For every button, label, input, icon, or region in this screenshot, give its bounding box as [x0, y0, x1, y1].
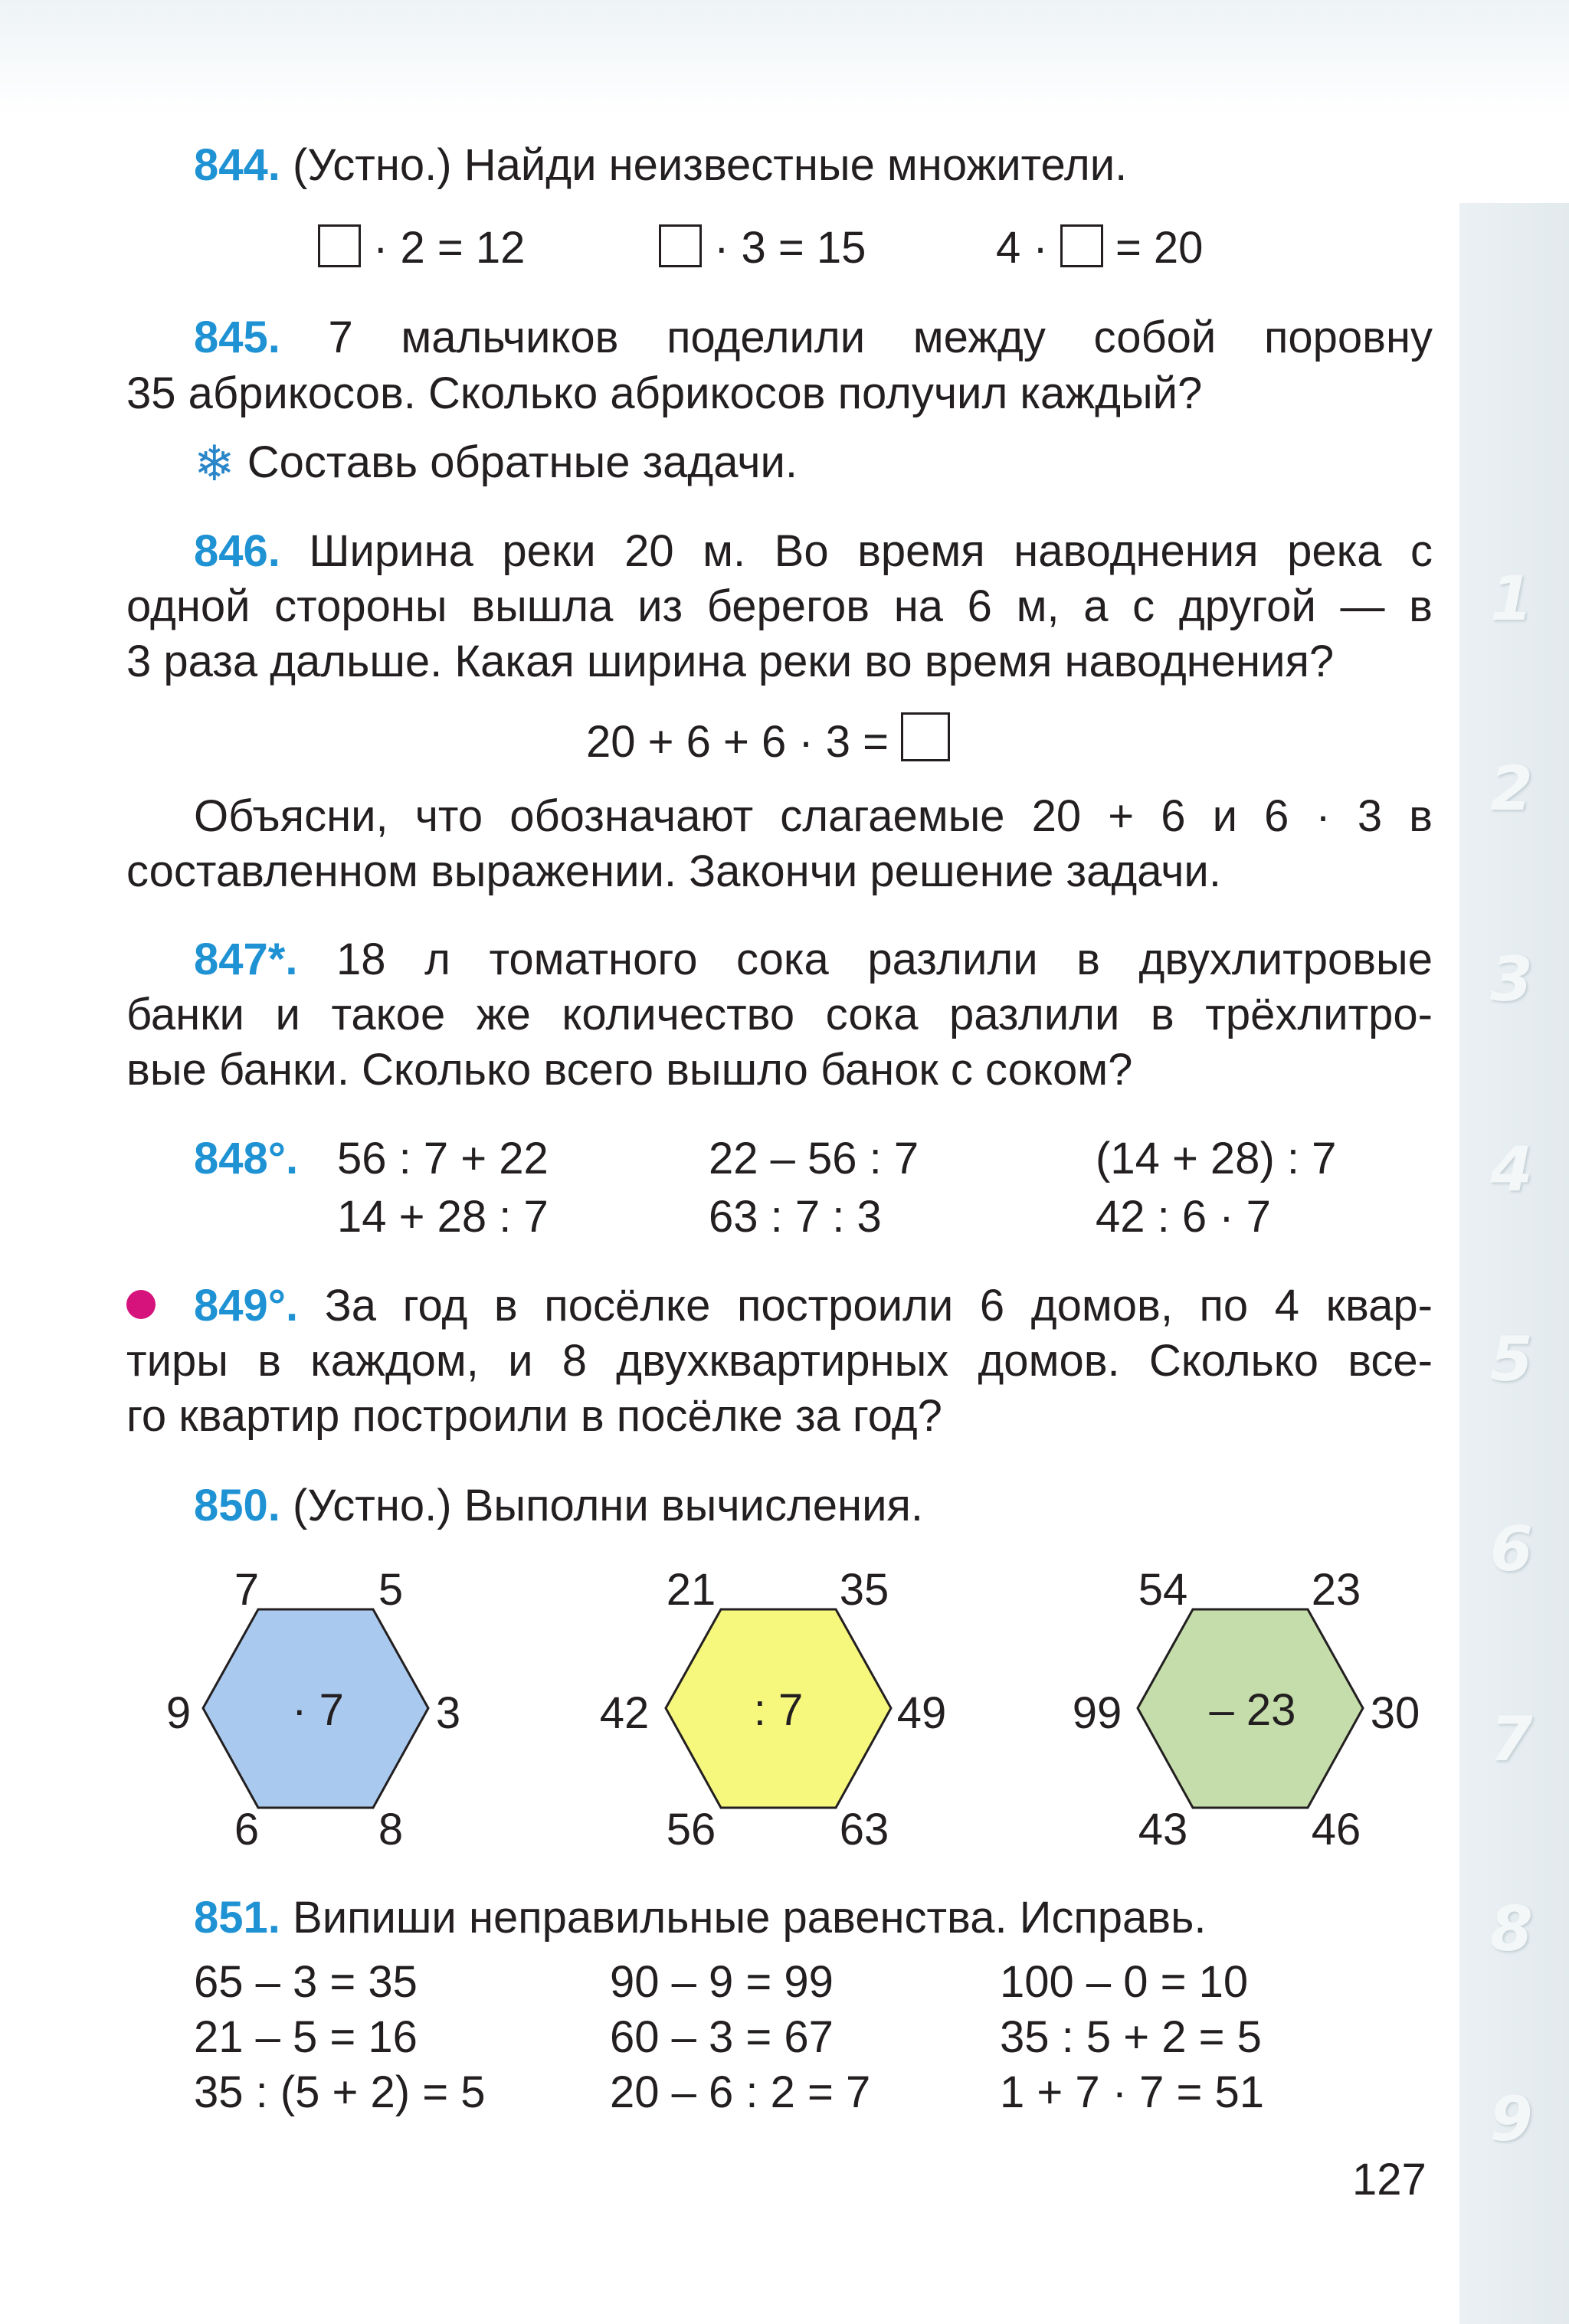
sidebar-tab-9: 9	[1490, 2083, 1533, 2155]
task-number: 847*.	[194, 935, 298, 984]
sidebar-tab-4: 4	[1490, 1134, 1533, 1205]
equality: 60 – 3 = 67	[610, 2012, 834, 2062]
chapter-sidebar	[1459, 203, 1569, 2324]
expression: 56 : 7 + 22	[337, 1134, 549, 1183]
equality: 90 – 9 = 99	[610, 1957, 834, 2007]
equality: 35 : (5 + 2) = 5	[194, 2067, 486, 2117]
hexagon-value-right: 49	[896, 1688, 947, 1738]
equality: 65 – 3 = 35	[194, 1957, 418, 2007]
task-846-line-2: одной стороны вышла из берегов на 6 м, а с другой — в	[126, 581, 1433, 631]
task-849-line-1	[126, 1278, 1433, 1334]
task-number: 844.	[194, 140, 280, 190]
equality: 21 – 5 = 16	[194, 2012, 418, 2062]
task-851-heading	[194, 1890, 1206, 1946]
task-text: 18 л томатного сока разлили в двухлитровые	[336, 935, 1433, 984]
task-846-line-1	[126, 524, 1433, 579]
snowflake-icon: ❄	[194, 436, 235, 491]
task-text: Составь обратные задачи.	[247, 437, 798, 487]
hexagon-value-bottom-right: 46	[1311, 1805, 1361, 1854]
sidebar-tab-7: 7	[1490, 1704, 1533, 1775]
task-849-line-2: тиры в каждом, и 8 двухквартирных домов. Сколько все-	[126, 1336, 1433, 1386]
hexagon-value-right: 3	[435, 1688, 461, 1738]
sidebar-tab-6: 6	[1490, 1514, 1533, 1585]
hexagon-value-bottom-left: 56	[666, 1805, 716, 1854]
sidebar-tab-3: 3	[1490, 944, 1533, 1015]
task-text: (Устно.) Найди неизвестные множители.	[293, 140, 1128, 190]
task-846-explain-1: Объясни, что обозначают слагаемые 20 + 6 и 6 · 3 в	[194, 791, 1433, 841]
task-845-line-1	[126, 310, 1433, 365]
hexagon-value-top-right: 35	[839, 1565, 889, 1615]
hexagon-value-bottom-left: 43	[1138, 1805, 1188, 1854]
hexagon-value-bottom-right: 8	[378, 1805, 404, 1854]
equality: 100 – 0 = 10	[1000, 1957, 1249, 2007]
task-number: 846.	[194, 526, 280, 576]
hexagon-value-left: 99	[1072, 1688, 1122, 1738]
task-text: 7 мальчиков поделили между собой поровну	[328, 313, 1433, 362]
sidebar-tab-2: 2	[1490, 753, 1533, 824]
hexagon-operation: · 7	[292, 1685, 344, 1735]
task-847-line-3: вые банки. Сколько всего вышло банок с соком?	[126, 1045, 1133, 1095]
task-846-line-3: 3 раза дальше. Какая ширина реки во время наводнения?	[126, 637, 1335, 686]
hexagon-value-top-right: 23	[1311, 1565, 1361, 1615]
top-shade	[0, 0, 1569, 115]
hexagon-value-left: 9	[165, 1688, 192, 1738]
task-text: (Устно.) Выполни вычисления.	[293, 1481, 924, 1530]
task-849-line-3: го квартир построили в посёлке за год?	[126, 1391, 942, 1441]
task-844-heading	[194, 138, 1127, 193]
hexagon-value-bottom-left: 6	[234, 1805, 260, 1854]
task-846-explain-2: составленном выражении. Закончи решение задачи.	[126, 846, 1221, 896]
hexagon-value-top-left: 54	[1138, 1565, 1188, 1615]
hexagon-value-left: 42	[599, 1688, 650, 1738]
equation-1	[318, 221, 525, 276]
equation-text: · 2 = 12	[373, 223, 526, 273]
task-845-extra	[194, 435, 798, 491]
expression: 63 : 7 : 3	[709, 1192, 882, 1242]
sidebar-tab-8: 8	[1490, 1894, 1533, 1965]
hexagon-value-top-left: 21	[666, 1565, 716, 1615]
hexagon-operation: – 23	[1209, 1685, 1296, 1735]
expression: 14 + 28 : 7	[337, 1192, 549, 1242]
answer-box[interactable]	[901, 712, 950, 761]
hexagon-value-top-right: 5	[378, 1565, 404, 1615]
equation-text: 4 ·	[996, 223, 1048, 273]
equation-text: · 3 = 15	[714, 223, 866, 273]
hexagon-value-bottom-right: 63	[839, 1805, 889, 1854]
expression: (14 + 28) : 7	[1096, 1134, 1337, 1183]
expression: 42 : 6 · 7	[1096, 1192, 1271, 1242]
hexagon-value-top-left: 7	[234, 1565, 260, 1615]
sidebar-tab-1: 1	[1490, 563, 1533, 634]
task-number: 849°.	[194, 1281, 299, 1331]
expression: 22 – 56 : 7	[709, 1134, 919, 1183]
task-text: За год в посёлке построили 6 домов, по 4 квар-	[324, 1281, 1433, 1331]
hexagon-operation: : 7	[753, 1685, 804, 1735]
equation-2	[659, 221, 866, 276]
task-text: Випиши неправильные равенства. Исправь.	[293, 1893, 1207, 1943]
answer-box[interactable]	[659, 224, 702, 267]
task-850-heading	[194, 1478, 923, 1534]
task-847-line-2: банки и такое же количество сока разлили в трёхлитро-	[126, 990, 1433, 1039]
task-848-number	[194, 1131, 298, 1187]
page-number: 127	[1352, 2155, 1427, 2205]
sidebar-tab-5: 5	[1490, 1324, 1533, 1395]
equation-3	[996, 221, 1203, 276]
task-number: 845.	[194, 313, 280, 362]
answer-box[interactable]	[1060, 224, 1103, 267]
task-846-expression	[586, 712, 950, 770]
task-text: Ширина реки 20 м. Во время наводнения река с	[309, 526, 1433, 576]
task-number: 850.	[194, 1481, 280, 1530]
task-847-line-1	[126, 932, 1433, 987]
task-number: 851.	[194, 1893, 280, 1943]
hexagon-value-right: 30	[1370, 1688, 1420, 1738]
expression-text: 20 + 6 + 6 · 3 =	[586, 717, 889, 767]
answer-box[interactable]	[318, 224, 361, 267]
equation-text: = 20	[1115, 223, 1204, 273]
task-number: 848°.	[194, 1134, 299, 1183]
task-845-line-2: 35 абрикосов. Сколько абрикосов получил каждый?	[126, 368, 1203, 418]
equality: 35 : 5 + 2 = 5	[1000, 2012, 1262, 2062]
equality: 20 – 6 : 2 = 7	[610, 2067, 871, 2117]
equality: 1 + 7 · 7 = 51	[1000, 2067, 1265, 2117]
